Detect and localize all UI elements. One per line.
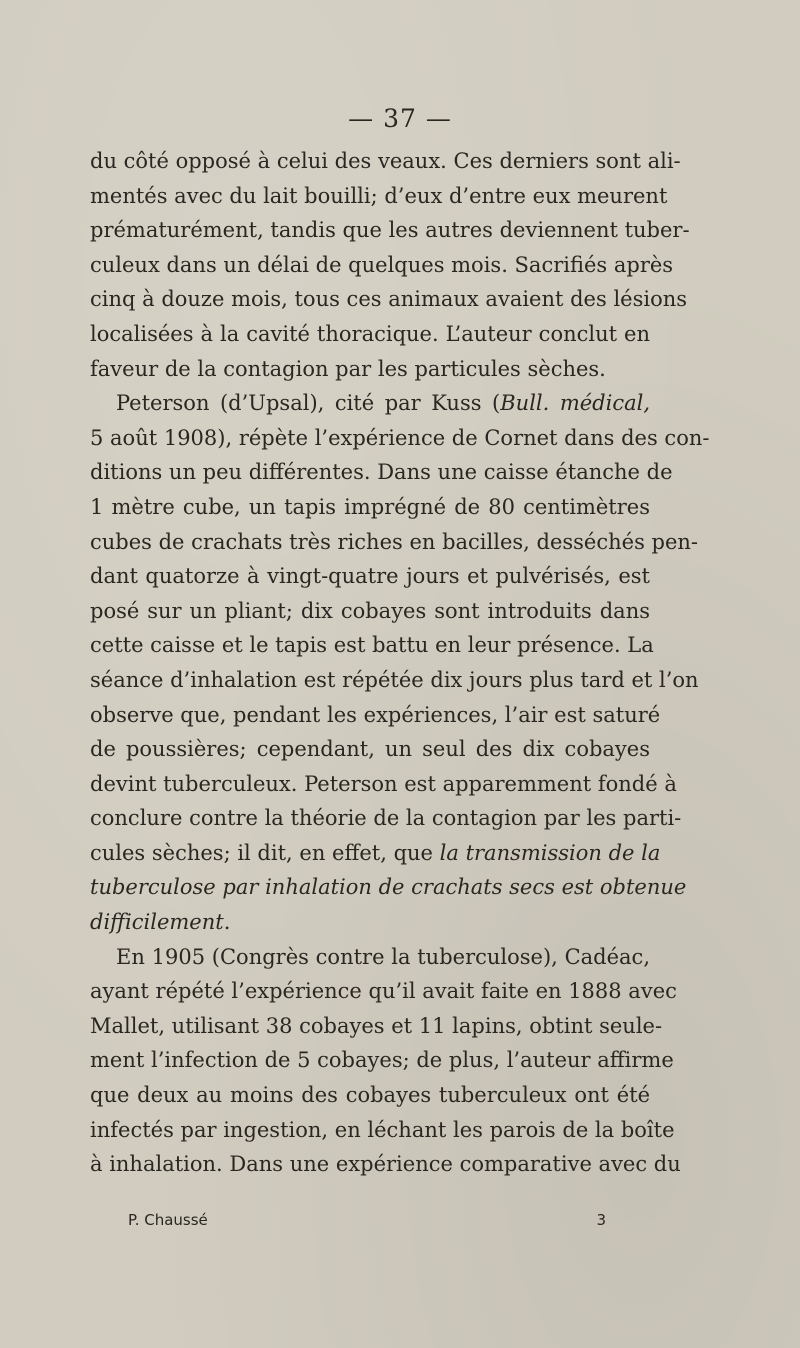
- text-line: Mallet, utilisant 38 cobayes et 11 lapins, obtint seule-: [90, 1013, 663, 1038]
- text-line: du côté opposé à celui des veaux. Ces derniers sont ali-: [90, 149, 681, 173]
- text-line: à inhalation. Dans une expérience comparative avec du: [90, 1152, 681, 1177]
- text-line: observe que, pendant les expériences, l’air est saturé: [90, 702, 661, 727]
- text-line: dant quatorze à vingt-quatre jours et pulvérisés, est: [90, 564, 650, 589]
- text-line: séance d’inhalation est répétée dix jours plus tard et l’on: [90, 667, 699, 692]
- text-run: cules sèches; il dit, en effet, que: [90, 840, 440, 865]
- italic-run: tuberculose par inhalation de crachats secs est obtenue: [90, 875, 687, 900]
- text-line: [90, 870, 687, 905]
- text-line: cinq à douze mois, tous ces animaux avaient des lésions: [90, 287, 688, 312]
- text-line: conclure contre la théorie de la contagion par les parti-: [90, 806, 682, 831]
- author-name: P. Chaussé: [128, 1211, 208, 1229]
- text-line: faveur de la contagion par les particules sèches.: [90, 356, 606, 381]
- text-line: cette caisse et le tapis est battu en leur présence. La: [90, 633, 654, 658]
- text-line: [90, 836, 661, 871]
- text-line: 5 août 1908), répète l’expérience de Cornet dans des con-: [90, 425, 710, 450]
- text-line: que deux au moins des cobayes tuberculeux ont été: [90, 1083, 650, 1108]
- text-line: cubes de crachats très riches en bacilles, desséchés pen-: [90, 529, 699, 554]
- text-line: devint tuberculeux. Peterson est apparemment fondé à: [90, 771, 677, 796]
- text-line: ment l’infection de 5 cobayes; de plus, l’auteur affirme: [90, 1048, 674, 1073]
- text-line: [90, 386, 650, 421]
- body-text: [90, 144, 710, 1182]
- text-line: culeux dans un délai de quelques mois. Sacrifiés après: [90, 252, 674, 277]
- text-line: posé sur un pliant; dix cobayes sont introduits dans: [90, 598, 650, 623]
- text-run: Peterson (d’Upsal), cité par Kuss (: [116, 391, 501, 416]
- text-line: mentés avec du lait bouilli; d’eux d’entre eux meurent: [90, 183, 668, 208]
- italic-run: difficilement: [90, 910, 224, 935]
- text-line: En 1905 (Congrès contre la tuberculose), Cadéac,: [116, 944, 650, 969]
- signature-line: [128, 1211, 606, 1229]
- text-run: .: [223, 910, 231, 935]
- text-line: ditions un peu différentes. Dans une caisse étanche de: [90, 460, 673, 485]
- text-line: infectés par ingestion, en léchant les parois de la boîte: [90, 1117, 675, 1142]
- text-line: de poussières; cependant, un seul des dix cobayes: [90, 737, 650, 762]
- text-line: 1 mètre cube, un tapis imprégné de 80 centimètres: [90, 494, 650, 519]
- text-line: [90, 905, 650, 940]
- signature-mark: 3: [596, 1211, 606, 1229]
- italic-run: la transmission de la: [439, 840, 661, 865]
- italic-run: Bull. médical,: [500, 391, 650, 416]
- page-number: — 37 —: [348, 104, 452, 133]
- text-line: prématurément, tandis que les autres deviennent tuber-: [90, 218, 690, 243]
- text-line: ayant répété l’expérience qu’il avait faite en 1888 avec: [90, 979, 677, 1004]
- text-line: localisées à la cavité thoracique. L’auteur conclut en: [90, 321, 650, 346]
